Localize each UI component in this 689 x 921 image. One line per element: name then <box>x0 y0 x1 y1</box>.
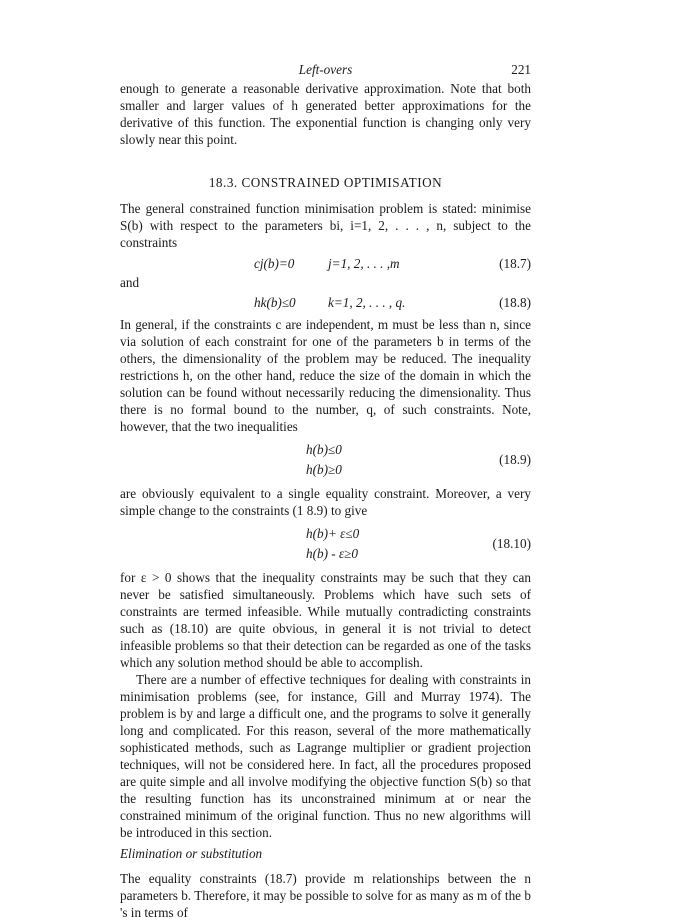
equation-18-9-line-1: h(b)≤0 <box>306 442 342 457</box>
equation-18-7-lhs: cj(b)=0 <box>254 256 295 271</box>
paragraph-in-general: In general, if the constraints c are independent, m must be less than n, since via solution of each constraint for one of the parameters b in terms of the others, the dimensionality of the problem may be reduced. The inequality restrictions h, on the other hand, reduce the size of the domain in which the solution can be found without necessarily reducing the dimensionality. Thus there is no formal bound to the number, q, of such constraints. Note, however, that the two inequalities <box>120 317 531 434</box>
equation-18-8 <box>120 290 531 316</box>
paragraph-for-epsilon: for ε > 0 shows that the inequality constraints may be such that they can never be satisfied simultaneously. Problems which have such sets of constraints are termed infeasible. While mutually contradicting constraints such as (18.10) are quite obvious, in general it is not trivial to detect infeasible problems so that their detection can be regarded as one of the tasks which any solution method should be able to accomplish. <box>120 570 531 670</box>
equation-18-8-rhs: k=1, 2, . . . , q. <box>328 295 406 310</box>
paragraph-equivalent: are obviously equivalent to a single equality constraint. Moreover, a very simple change to the constraints (1 8.9) to give <box>120 486 531 518</box>
paragraph-elimination: The equality constraints (18.7) provide m relationships between the n parameters b. Therefore, it may be possible to solve for as many as m of the b 's in terms of <box>120 871 531 920</box>
equation-18-7-rhs: j=1, 2, . . . ,m <box>328 256 400 271</box>
page-number: 221 <box>511 62 531 77</box>
equation-18-8-lhs: hk(b)≤0 <box>254 295 296 310</box>
paragraph-top: enough to generate a reasonable derivative approximation. Note that both smaller and larger values of h generated better approximations for the derivative of this function. The exponential function is changing only very slowly near this point. <box>120 81 531 147</box>
equation-18-9-line-2: h(b)≥0 <box>306 462 342 477</box>
equation-18-8-number: (18.8) <box>499 295 531 310</box>
subsection-heading: Elimination or substitution <box>120 846 263 861</box>
equation-18-9 <box>120 441 531 481</box>
page-body <box>120 80 531 921</box>
running-title: Left-overs <box>298 62 353 77</box>
paragraph-techniques: There are a number of effective techniques for dealing with constraints in minimisation problems (see, for instance, Gill and Murray 1974). The problem is by and large a difficult one, and the programs to solve it generally long and complicated. For this reason, several of the more mathematically sophisticated methods, such as Lagrange multiplier or gradient projection techniques, will not be considered here. In fact, all the procedures proposed are quite simple and all involve modifying the objective function S(b) so that the resulting function has its unconstrained minimum at or near the constrained minimum of the original function. Thus no new algorithms will be introduced in this section. <box>120 672 531 840</box>
paragraph-general-problem: The general constrained function minimisation problem is stated: minimise S(b) with respect to the parameters bi, i=1, 2, . . . , n, subject to the constraints <box>120 201 531 250</box>
equation-18-7-number: (18.7) <box>499 256 531 271</box>
equation-18-10 <box>120 525 531 565</box>
equation-18-10-number: (18.10) <box>492 536 531 551</box>
running-header <box>120 61 531 77</box>
section-heading: 18.3. CONSTRAINED OPTIMISATION <box>208 175 443 190</box>
equation-18-10-line-1: h(b)+ ε≤0 <box>306 526 360 541</box>
equation-18-7 <box>120 251 531 277</box>
equation-18-10-line-2: h(b) - ε≥0 <box>306 546 358 561</box>
equation-18-9-number: (18.9) <box>499 452 531 467</box>
and-word: and <box>120 275 140 290</box>
